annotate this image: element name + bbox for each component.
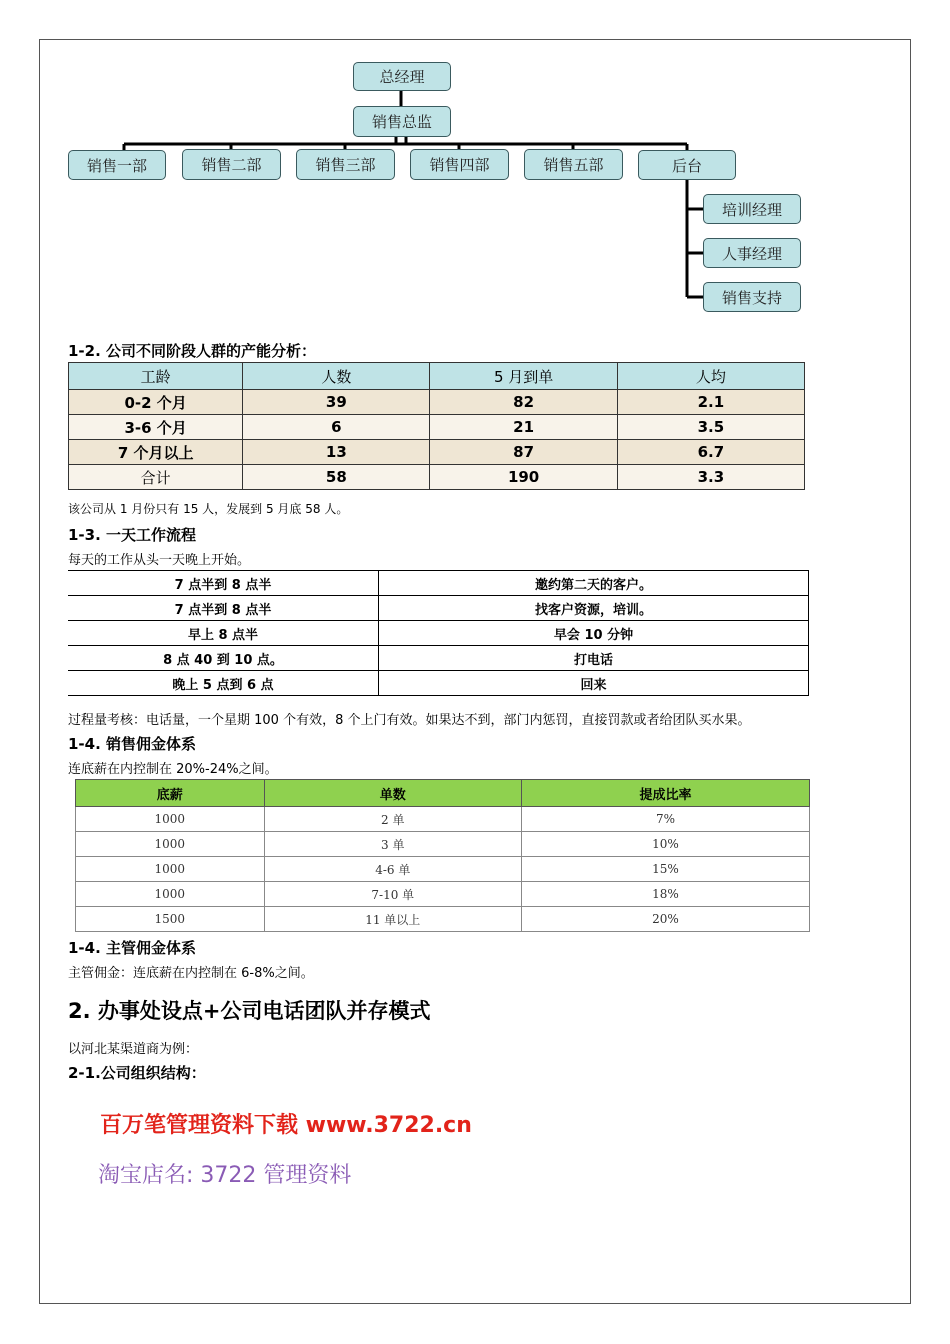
table-row [68,671,809,696]
table-row [76,832,810,857]
section-1-2-heading: 1-2. 公司不同阶段人群的产能分析： [68,342,317,360]
table-cell: 1000 [76,882,265,907]
table-row [76,857,810,882]
section-1-2-note: 该公司从 1 月份只有 15 人，发展到 5 月底 58 人。 [68,502,349,516]
table-cell: 1000 [76,807,265,832]
table-cell: 20% [521,907,809,932]
table-cell: 1000 [76,832,265,857]
table-cell: 4-6 单 [264,857,521,882]
table-cell: 3.3 [617,465,804,490]
table-cell: 190 [430,465,617,490]
table-row [69,415,805,440]
table-cell: 3-6 个月 [69,415,243,440]
section-1-4b-heading: 1-4. 主管佣金体系 [68,939,197,957]
table-cell: 合计 [69,465,243,490]
table-header-cell: 工龄 [69,363,243,390]
table-row [76,907,810,932]
org-node-sales-director: 销售总监 [353,106,451,137]
sales-commission-table [75,779,810,932]
table-cell: 回来 [379,671,809,696]
table-cell: 15% [521,857,809,882]
table-cell: 邀约第二天的客户。 [379,571,809,596]
table-cell: 39 [243,390,430,415]
table-header-cell: 人数 [243,363,430,390]
table-cell: 3 单 [264,832,521,857]
table-cell: 13 [243,440,430,465]
table-cell: 3.5 [617,415,804,440]
table-header-row [76,780,810,807]
table-cell: 0-2 个月 [69,390,243,415]
table-cell: 2 单 [264,807,521,832]
table-cell: 早会 10 分钟 [379,621,809,646]
table-cell: 10% [521,832,809,857]
table-cell: 打电话 [379,646,809,671]
table-row [68,596,809,621]
table-row [69,465,805,490]
table-cell: 7% [521,807,809,832]
table-cell: 晚上 5 点到 6 点 [68,671,379,696]
table-cell: 7 点半到 8 点半 [68,596,379,621]
table-header-cell: 5 月到单 [430,363,617,390]
watermark-shop-name: 淘宝店名: 3722 管理资料 [98,1163,352,1188]
table-cell: 7 个月以上 [69,440,243,465]
section-1-4-heading: 1-4. 销售佣金体系 [68,735,197,753]
table-cell: 1000 [76,857,265,882]
table-cell: 87 [430,440,617,465]
table-row [68,646,809,671]
table-row [76,807,810,832]
org-node-training-manager: 培训经理 [703,194,801,224]
table-header-cell: 单数 [264,780,521,807]
table-row [68,571,809,596]
section-1-3-heading: 1-3. 一天工作流程 [68,526,197,544]
table-row [76,882,810,907]
table-header-cell: 提成比率 [521,780,809,807]
table-cell: 8 点 40 到 10 点。 [68,646,379,671]
org-node-hr-manager: 人事经理 [703,238,801,268]
table-cell: 11 单以上 [264,907,521,932]
daily-workflow-table [68,570,809,696]
table-header-row [69,363,805,390]
productivity-table [68,362,805,490]
org-node-general-manager: 总经理 [353,62,451,91]
org-node-dept-5: 销售五部 [524,149,623,180]
org-node-dept-2: 销售二部 [182,149,281,180]
section-2-heading: 2. 办事处设点+公司电话团队并存模式 [68,999,431,1023]
table-cell: 18% [521,882,809,907]
table-cell: 6.7 [617,440,804,465]
table-cell: 21 [430,415,617,440]
table-row [69,390,805,415]
section-1-4b-text: 主管佣金：连底薪在内控制在 6-8%之间。 [68,966,314,981]
org-node-backoffice: 后台 [638,150,736,180]
table-row [69,440,805,465]
table-cell: 7 点半到 8 点半 [68,571,379,596]
org-node-dept-4: 销售四部 [410,149,509,180]
org-node-sales-support: 销售支持 [703,282,801,312]
section-2-intro: 以河北某渠道商为例： [68,1042,199,1057]
table-cell: 6 [243,415,430,440]
table-header-cell: 人均 [617,363,804,390]
table-cell: 7-10 单 [264,882,521,907]
table-cell: 找客户资源，培训。 [379,596,809,621]
org-chart [0,0,950,330]
table-header-cell: 底薪 [76,780,265,807]
section-2-1-heading: 2-1.公司组织结构： [68,1064,206,1082]
watermark-download-link: 百万笔管理资料下载 www.3722.cn [100,1113,472,1138]
table-cell: 58 [243,465,430,490]
section-1-3-note: 过程量考核：电话量，一个星期 100 个有效，8 个上门有效。如果达不到，部门内惩罚，直接罚款或者给团队买水果。 [68,713,751,728]
section-1-4-intro: 连底薪在内控制在 20%-24%之间。 [68,762,278,777]
section-1-3-intro: 每天的工作从头一天晚上开始。 [68,553,251,568]
table-cell: 早上 8 点半 [68,621,379,646]
org-node-dept-3: 销售三部 [296,149,395,180]
table-row [68,621,809,646]
table-cell: 2.1 [617,390,804,415]
table-cell: 82 [430,390,617,415]
org-node-dept-1: 销售一部 [68,150,166,180]
table-cell: 1500 [76,907,265,932]
